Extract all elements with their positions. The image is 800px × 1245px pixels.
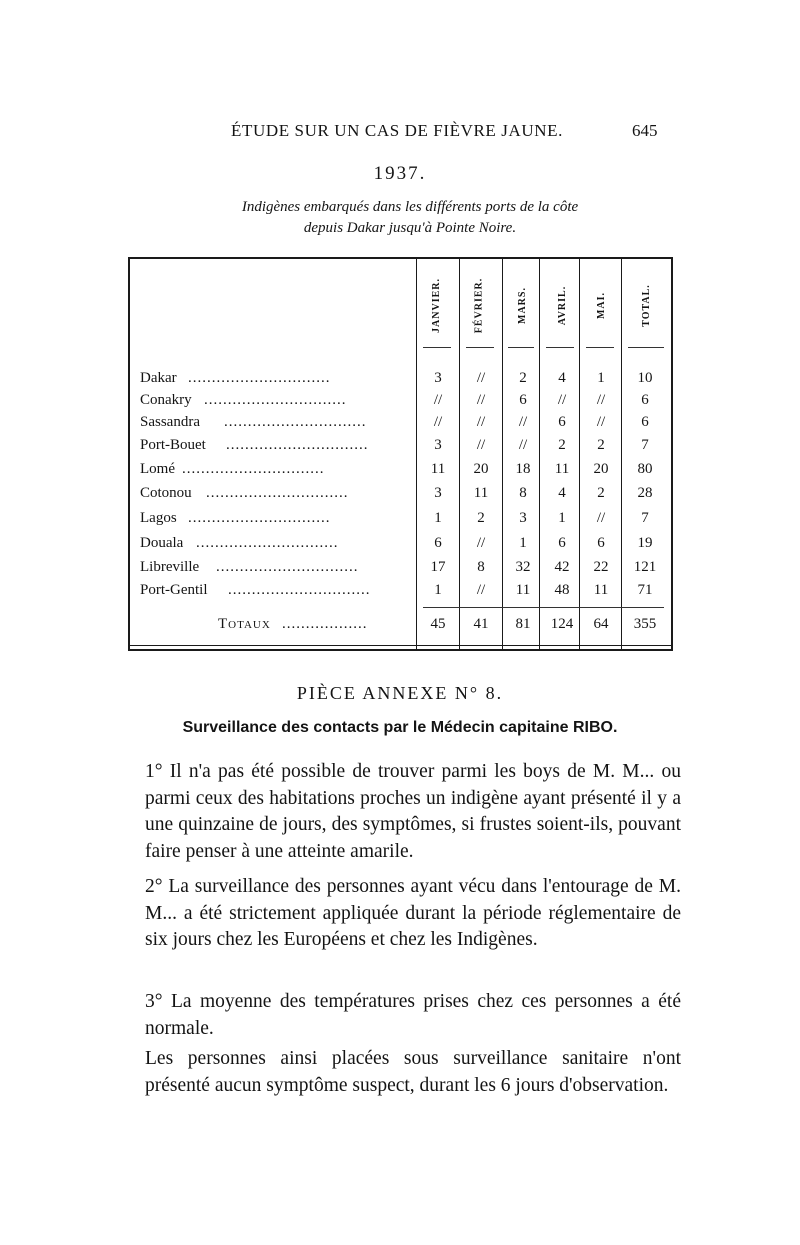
paragraph-1: 1° Il n'a pas été possible de trouver parmi les boys de M. M... ou parmi ceux des habitations proches un indigène ayant présenté il y a une quinzaine de jours, des symptômes, si frustes soient-ils, pouvant faire penser à une atteinte amarile. [145, 761, 681, 862]
total-janvier: 45 [430, 616, 446, 632]
cell-avril: 2 [558, 437, 566, 453]
cell-total: 7 [641, 510, 649, 526]
row-place: Sassandra [140, 414, 200, 430]
column-header-mai: MAI. [596, 291, 608, 319]
cell-janvier: 1 [434, 582, 442, 598]
cell-avril: 1 [558, 510, 566, 526]
column-header-janvier: JANVIER. [430, 277, 442, 333]
cell-avril: 11 [554, 461, 570, 477]
table-row: Dakar .............................. 3 // 2 4 1 10 [140, 370, 680, 392]
row-place: Douala [140, 535, 184, 551]
cell-total: 6 [641, 414, 649, 430]
totals-label: Totaux [218, 616, 271, 632]
cell-fevrier: // [476, 392, 486, 408]
table-caption-line-1: Indigènes embarqués dans les différents ports de la côte [241, 199, 579, 215]
cell-mars: 2 [519, 370, 527, 386]
cell-janvier: 3 [434, 485, 442, 501]
cell-mars: 18 [515, 461, 531, 477]
cell-janvier: 3 [434, 370, 442, 386]
cell-mai: 22 [593, 559, 609, 575]
cell-janvier: // [433, 414, 443, 430]
table-row: Lagos .............................. 1 2 3 1 // 7 [140, 510, 680, 532]
cell-fevrier: // [476, 370, 486, 386]
total-mars: 81 [515, 616, 531, 632]
table-row: Lomé .............................. 11 20 18 11 20 80 [140, 461, 680, 483]
table-row: Port-Gentil .............................. 1 // 11 48 11 71 [140, 582, 680, 604]
cell-mars: 3 [519, 510, 527, 526]
cell-fevrier: // [476, 437, 486, 453]
table-row: Cotonou .............................. 3 11 8 4 2 28 [140, 485, 680, 507]
cell-total: 10 [637, 370, 653, 386]
cell-janvier: 17 [430, 559, 446, 575]
annex-subtitle: Surveillance des contacts par le Médecin capitaine RIBO. [182, 719, 618, 736]
cell-total: 121 [633, 559, 657, 575]
cell-mai: 1 [597, 370, 605, 386]
cell-janvier: 1 [434, 510, 442, 526]
table-row: Conakry .............................. // // 6 // // 6 [140, 392, 680, 414]
cell-total: 7 [641, 437, 649, 453]
cell-mars: // [518, 414, 528, 430]
table-row: Libreville .............................. 17 8 32 42 22 121 [140, 559, 680, 581]
cell-mars: 32 [515, 559, 531, 575]
cell-fevrier: 20 [473, 461, 489, 477]
cell-mars: 8 [519, 485, 527, 501]
column-header-fevrier: FÉVRIER. [473, 277, 485, 333]
cell-total: 28 [637, 485, 653, 501]
cell-total: 6 [641, 392, 649, 408]
cell-janvier: 6 [434, 535, 442, 551]
table-caption-line-2: depuis Dakar jusqu'à Pointe Noire. [303, 220, 517, 236]
table-year: 1937. [373, 163, 427, 184]
cell-avril: 4 [558, 485, 566, 501]
page-number: 645 [632, 121, 658, 140]
cell-fevrier: // [476, 582, 486, 598]
cell-avril: 42 [554, 559, 570, 575]
total-fevrier: 41 [473, 616, 489, 632]
cell-mars: // [518, 437, 528, 453]
cell-total: 19 [637, 535, 653, 551]
row-place: Lomé [140, 461, 175, 477]
total-mai: 64 [593, 616, 609, 632]
cell-avril: 6 [558, 414, 566, 430]
cell-fevrier: 11 [473, 485, 489, 501]
row-place: Port-Bouet [140, 437, 206, 453]
paragraph-2: 2° La surveillance des personnes ayant vécu dans l'entourage de M. M... a été strictement appliquée durant la période réglementaire de six jours chez les Européens et chez les Indigènes. [145, 876, 681, 950]
table-row: Sassandra .............................. // // // 6 // 6 [140, 414, 680, 436]
cell-janvier: // [433, 392, 443, 408]
cell-mai: // [596, 392, 606, 408]
annex-title: PIÈCE ANNEXE N° 8. [296, 683, 504, 703]
paragraph-4: Les personnes ainsi placées sous surveillance sanitaire n'ont présenté aucun symptôme suspect, durant les 6 jours d'observation. [145, 1048, 681, 1096]
running-title: ÉTUDE SUR UN CAS DE FIÈVRE JAUNE. [231, 121, 563, 140]
cell-fevrier: 8 [477, 559, 485, 575]
cell-mai: 2 [597, 485, 605, 501]
cell-fevrier: 2 [477, 510, 485, 526]
row-place: Libreville [140, 559, 200, 575]
cell-mai: 11 [593, 582, 609, 598]
cell-mai: 2 [597, 437, 605, 453]
cell-avril: 48 [554, 582, 570, 598]
paragraph-3: 3° La moyenne des températures prises chez ces personnes a été normale. [145, 991, 681, 1039]
column-header-total: TOTAL. [640, 283, 652, 327]
cell-fevrier: // [476, 414, 486, 430]
row-place: Port-Gentil [140, 582, 208, 598]
row-place: Conakry [140, 392, 192, 408]
cell-avril: // [557, 392, 567, 408]
cell-mai: // [596, 414, 606, 430]
cell-mai: 6 [597, 535, 605, 551]
cell-mars: 6 [519, 392, 527, 408]
cell-mars: 1 [519, 535, 527, 551]
total-total: 355 [633, 616, 657, 632]
row-place: Cotonou [140, 485, 192, 501]
cell-avril: 6 [558, 535, 566, 551]
total-avril: 124 [550, 616, 574, 632]
cell-mars: 11 [515, 582, 531, 598]
table-row: Douala .............................. 6 // 1 6 6 19 [140, 535, 680, 557]
cell-mai: // [596, 510, 606, 526]
cell-janvier: 3 [434, 437, 442, 453]
cell-mai: 20 [593, 461, 609, 477]
row-place: Dakar [140, 370, 177, 386]
cell-fevrier: // [476, 535, 486, 551]
cell-total: 71 [637, 582, 653, 598]
row-place: Lagos [140, 510, 177, 526]
table-totals-row: Totaux .................. 45 41 81 124 64 355 [140, 616, 680, 638]
column-header-mars: MARS. [516, 286, 528, 324]
column-header-avril: AVRIL. [557, 285, 569, 325]
cell-janvier: 11 [430, 461, 446, 477]
table-row: Port-Bouet .............................. 3 // // 2 2 7 [140, 437, 680, 459]
cell-avril: 4 [558, 370, 566, 386]
cell-total: 80 [637, 461, 653, 477]
